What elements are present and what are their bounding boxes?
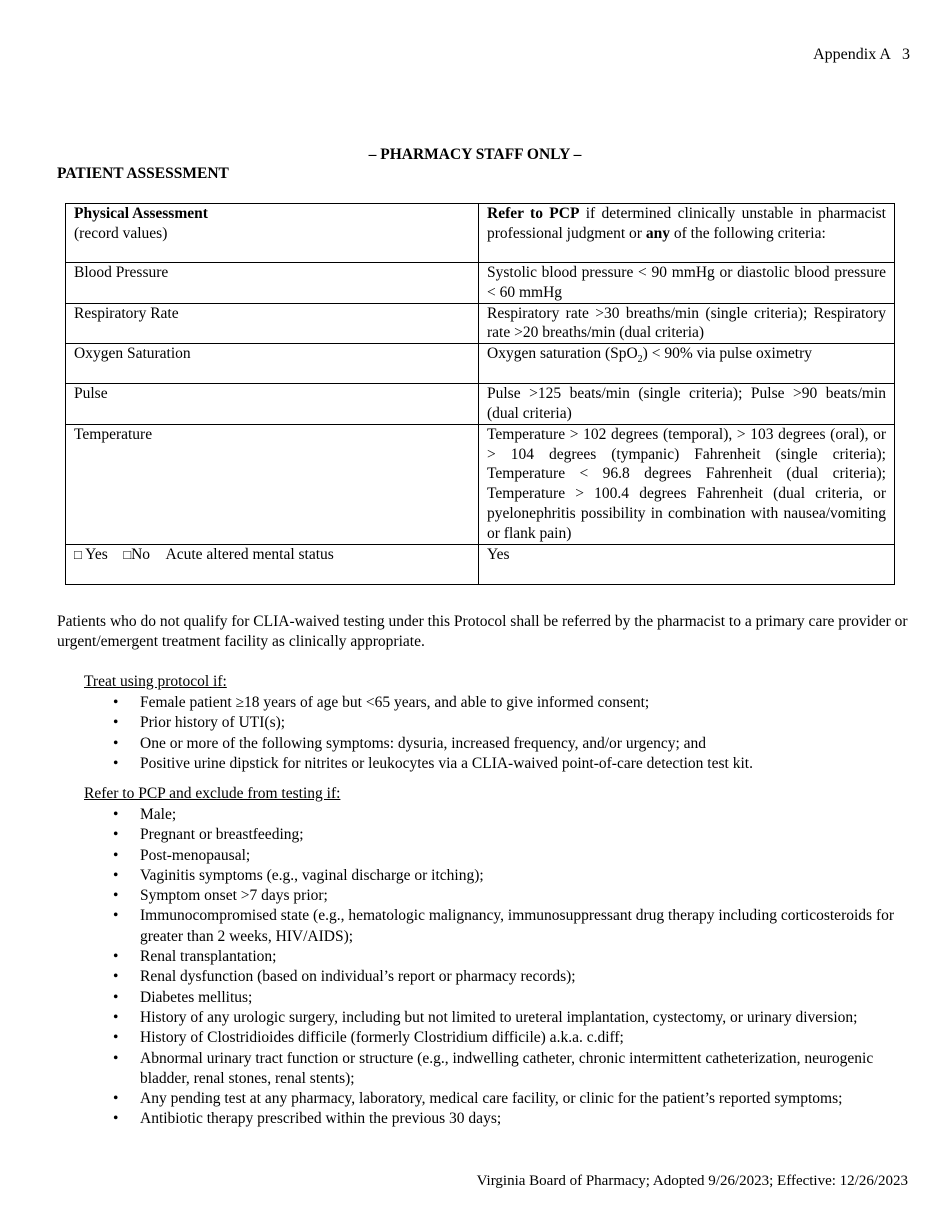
row-criteria: Respiratory rate >30 breaths/min (single criteria); Respiratory rate >20 breaths/min (dual criteria) xyxy=(479,303,895,344)
staff-only-banner: – PHARMACY STAFF ONLY – xyxy=(368,146,582,163)
list-item: • Immunocompromised state (e.g., hematologic malignancy, immunosuppressant drug therapy including corticosteroids for greater than 2 weeks, HIV/AIDS); xyxy=(57,906,917,947)
no-checkbox[interactable]: □ xyxy=(123,546,132,562)
treat-section xyxy=(57,672,917,774)
header-right-text-end: of the following criteria: xyxy=(669,224,826,242)
mental-status-cell xyxy=(66,544,479,584)
assessment-table xyxy=(65,203,895,585)
list-item: • Post-menopausal; xyxy=(57,846,917,866)
list-item: • History of Clostridioides difficile (formerly Clostridium difficile) a.k.a. c.diff; xyxy=(57,1028,917,1048)
row-label: Respiratory Rate xyxy=(66,303,479,344)
header-right-cell xyxy=(479,204,895,263)
list-item: • Antibiotic therapy prescribed within the previous 30 days; xyxy=(57,1109,917,1129)
page-header: Appendix A 3 xyxy=(813,46,910,63)
refer-list xyxy=(57,805,917,1130)
row-criteria: Pulse >125 beats/min (single criteria); Pulse >90 beats/min (dual criteria) xyxy=(479,384,895,425)
table-row xyxy=(66,424,895,544)
refer-pcp-bold: Refer to PCP xyxy=(487,205,580,222)
no-label: No xyxy=(131,545,151,563)
table-row xyxy=(66,263,895,304)
row-criteria: Temperature > 102 degrees (temporal), > 103 degrees (oral), or > 104 degrees (tympanic) Fahrenheit (single criteria); Temperature < 96.8 degrees Fahrenheit (dual criteria); Temperature > 100.4 degrees Fahrenheit (dual criteria, or pyelonephritis possibility in combination with nausea/vomiting or flank pain) xyxy=(479,424,895,544)
row-label: Temperature xyxy=(66,424,479,544)
table-header-row xyxy=(66,204,895,263)
row-label: Oxygen Saturation xyxy=(66,344,479,384)
spo2-text: Oxygen saturation (SpO xyxy=(487,345,638,363)
mental-status-criteria: Yes xyxy=(479,544,895,584)
row-criteria xyxy=(479,344,895,384)
list-item: • Positive urine dipstick for nitrites or leukocytes via a CLIA-waived point-of-care detection test kit. xyxy=(57,754,917,774)
refer-section xyxy=(57,784,917,1130)
mental-status-label: Acute altered mental status xyxy=(165,545,334,563)
section-title: PATIENT ASSESSMENT xyxy=(57,165,229,182)
table-row xyxy=(66,303,895,344)
spo2-text-end: ) < 90% via pulse oximetry xyxy=(642,345,812,363)
list-item: • Symptom onset >7 days prior; xyxy=(57,886,917,906)
table-row xyxy=(66,344,895,384)
yes-checkbox[interactable]: □ xyxy=(74,546,82,562)
list-item: • Abnormal urinary tract function or structure (e.g., indwelling catheter, chronic intermittent catheterization, neurogenic bladder, renal stones, renal stents); xyxy=(57,1049,917,1090)
list-item: • Pregnant or breastfeeding; xyxy=(57,825,917,845)
list-item: • Renal transplantation; xyxy=(57,947,917,967)
list-item: • Vaginitis symptoms (e.g., vaginal discharge or itching); xyxy=(57,866,917,886)
header-left-title: Physical Assessment xyxy=(74,205,208,222)
list-item: • One or more of the following symptoms: dysuria, increased frequency, and/or urgency; and xyxy=(57,734,917,754)
header-right-text: if determined clinically unstable in pharmacist professional judgment or xyxy=(487,205,886,242)
treat-list xyxy=(57,693,917,774)
list-item: • Any pending test at any pharmacy, laboratory, medical care facility, or clinic for the patient’s reported symptoms; xyxy=(57,1089,917,1109)
list-item: • Diabetes mellitus; xyxy=(57,988,917,1008)
header-left-subtitle: (record values) xyxy=(74,224,168,242)
row-label: Blood Pressure xyxy=(66,263,479,304)
list-item: • History of any urologic surgery, including but not limited to ureteral implantation, cystectomy, or urinary diversion; xyxy=(57,1008,917,1028)
row-criteria: Systolic blood pressure < 90 mmHg or diastolic blood pressure < 60 mmHg xyxy=(479,263,895,304)
list-item: • Male; xyxy=(57,805,917,825)
refer-heading: Refer to PCP and exclude from testing if: xyxy=(84,785,341,802)
row-label: Pulse xyxy=(66,384,479,425)
yes-label: Yes xyxy=(85,545,108,563)
list-item: • Renal dysfunction (based on individual’s report or pharmacy records); xyxy=(57,967,917,987)
list-item: • Prior history of UTI(s); xyxy=(57,713,917,733)
referral-paragraph: Patients who do not qualify for CLIA-waived testing under this Protocol shall be referred by the pharmacist to a primary care provider or urgent/emergent treatment facility as clinically appropriate. xyxy=(57,613,908,650)
treat-heading: Treat using protocol if: xyxy=(84,673,227,690)
table-row-mental-status xyxy=(66,544,895,584)
table-row xyxy=(66,384,895,425)
page-footer: Virginia Board of Pharmacy; Adopted 9/26/2023; Effective: 12/26/2023 xyxy=(476,1173,908,1189)
any-bold: any xyxy=(645,224,670,242)
spo2-subscript: 2 xyxy=(637,354,643,366)
list-item: • Female patient ≥18 years of age but <65 years, and able to give informed consent; xyxy=(57,693,917,713)
header-left-cell xyxy=(66,204,479,263)
